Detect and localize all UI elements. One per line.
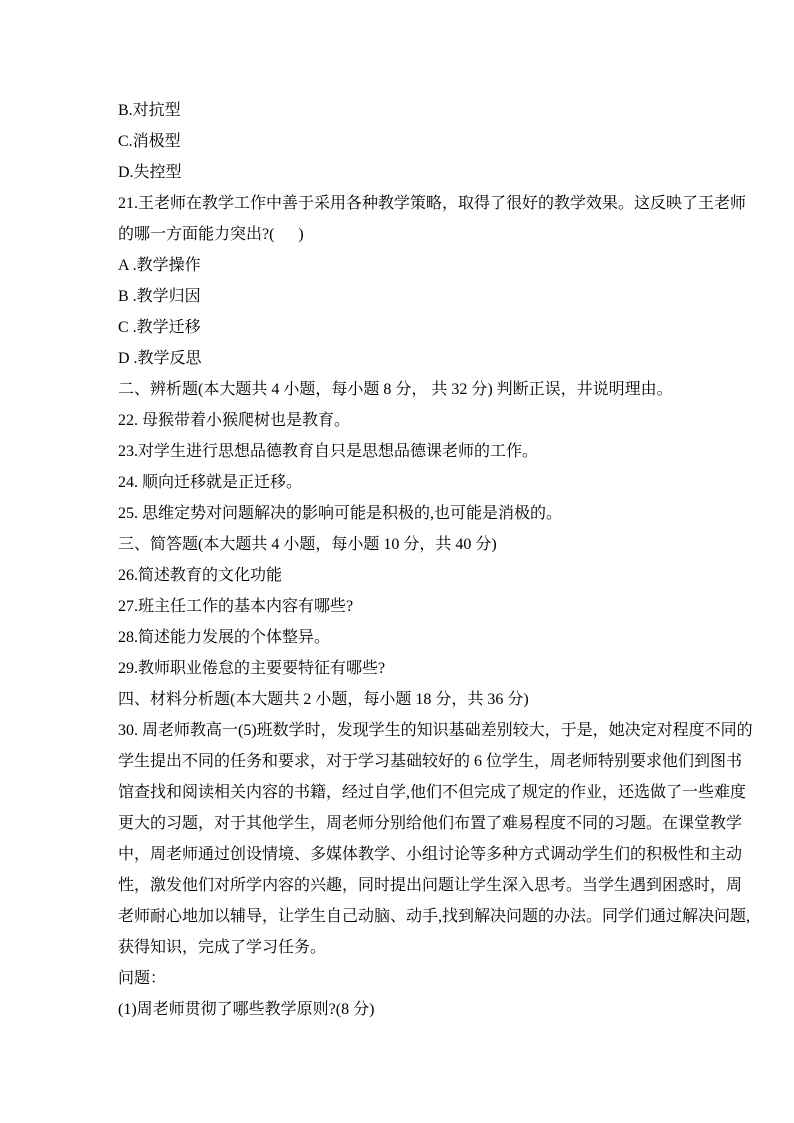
document-text-block: [118, 95, 756, 1025]
question-21: 21.王老师在教学工作中善于采用各种教学策略，取得了很好的教学效果。这反映了王老师的哪一方面能力突出?( ): [118, 195, 747, 243]
question-29: 29.教师职业倦怠的主要要特征有哪些?: [118, 660, 386, 677]
question-22: 22. 母猴带着小猴爬树也是教育。: [118, 412, 351, 429]
question-21-option-b: B .教学归因: [118, 288, 201, 305]
option-c: C.消极型: [118, 133, 181, 150]
question-23: 23.对学生进行思想品德教育自只是思想品德课老师的工作。: [118, 443, 539, 460]
question-21-option-d: D .教学反思: [118, 350, 202, 367]
option-b: B.对抗型: [118, 102, 181, 119]
section-iii-header: 三、简答题(本大题共 4 小题，每小题 10 分，共 40 分): [118, 536, 497, 553]
option-d: D.失控型: [118, 164, 182, 181]
question-24: 24. 顺向迁移就是正迁移。: [118, 474, 303, 491]
question-30-material: 30. 周老师教高一(5)班数学时，发现学生的知识基础差别较大，于是，她决定对程度不同的学生提出不同的任务和要求，对于学习基础较好的 6 位学生，周老师特别要求他们到图书馆查找和阅读相关内容的书籍，经过自学,他们不但完成了规定的作业，还选做了一些难度更大的习题，对于其他学生，周老师分别给他们布置了难易程度不同的习题。在课堂教学中，周老师通过创设情境、多媒体教学、小组讨论等多种方式调动学生们的积极性和主动性，激发他们对所学内容的兴趣，同时提出问题让学生深入思考。当学生遇到困惑时，周老师耐心地加以辅导，让学生自己动脑、动手,找到解决问题的办法。同学们通过解决问题,获得知识，完成了学习任务。: [118, 722, 753, 956]
question-27: 27.班主任工作的基本内容有哪些?: [118, 598, 354, 615]
question-30-prompt-label: 问题：: [118, 970, 167, 987]
question-30-sub-question-1: (1)周老师贯彻了哪些教学原则?(8 分): [118, 1001, 375, 1018]
section-iv-header: 四、材料分析题(本大题共 2 小题，每小题 18 分，共 36 分): [118, 691, 529, 708]
question-28: 28.简述能力发展的个体整异。: [118, 629, 331, 646]
question-26: 26.简述教育的文化功能: [118, 567, 283, 584]
section-ii-header: 二、辨析题(本大题共 4 小题，每小题 8 分， 共 32 分) 判断正误，井说明理由。: [118, 381, 673, 398]
question-21-option-a: A .教学操作: [118, 257, 201, 274]
question-25: 25. 思维定势对问题解决的影响可能是积极的,也可能是消极的。: [118, 505, 563, 522]
question-21-option-c: C .教学迁移: [118, 319, 201, 336]
